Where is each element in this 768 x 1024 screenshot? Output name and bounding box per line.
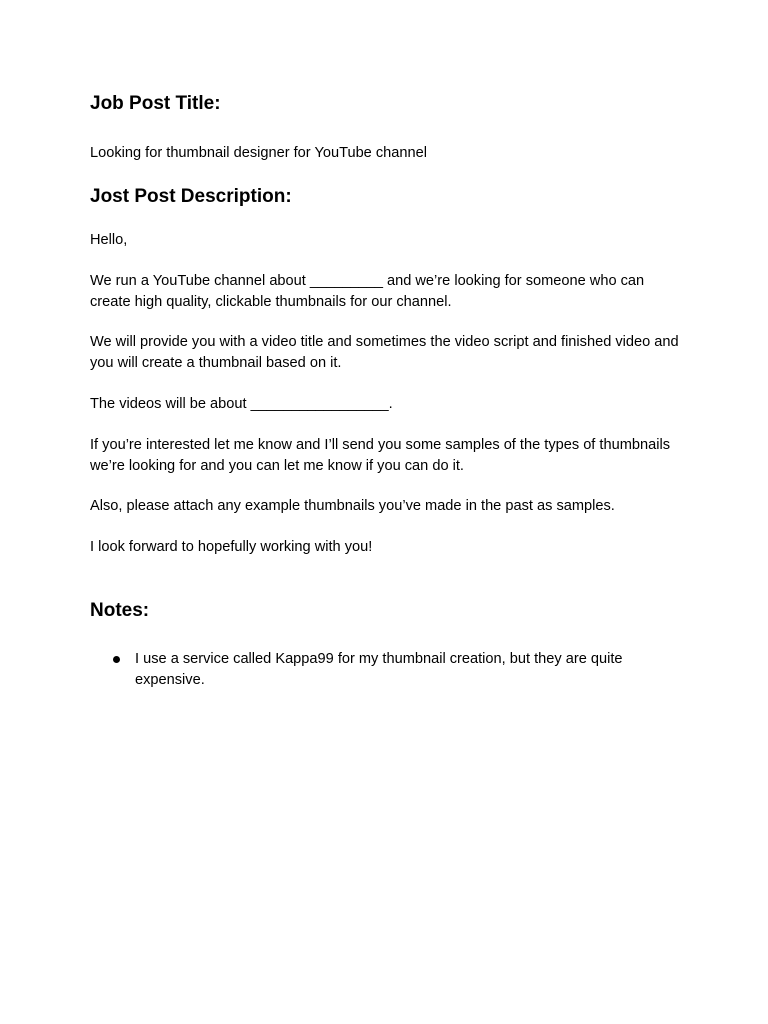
notes-heading: Notes:: [90, 600, 150, 621]
description-paragraph-closing: I look forward to hopefully working with you!: [90, 539, 373, 555]
description-heading: Jost Post Description:: [90, 186, 292, 207]
job-title-text: Looking for thumbnail designer for YouTube channel: [90, 145, 427, 161]
description-paragraph-attach: Also, please attach any example thumbnails you’ve made in the past as samples.: [90, 498, 615, 514]
notes-item-text: I use a service called Kappa99 for my thumbnail creation, but they are quite expensive.: [135, 651, 623, 688]
bullet-icon: [113, 656, 120, 663]
notes-list-item: [90, 649, 680, 691]
notes-list: [90, 649, 680, 691]
description-paragraph-interested: If you’re interested let me know and I’ll send you some samples of the types of thumbnails we’re looking for and you can let me know if you can do it.: [90, 437, 670, 474]
description-paragraph-channel: We run a YouTube channel about _________ and we’re looking for someone who can create high quality, clickable thumbnails for our channel.: [90, 273, 645, 310]
greeting-text: Hello,: [90, 232, 128, 248]
job-title-heading: Job Post Title:: [90, 93, 221, 114]
description-paragraph-provide: We will provide you with a video title and sometimes the video script and finished video and you will create a thumbnail based on it.: [90, 334, 679, 371]
description-paragraph-topic: The videos will be about _________________.: [90, 396, 393, 412]
